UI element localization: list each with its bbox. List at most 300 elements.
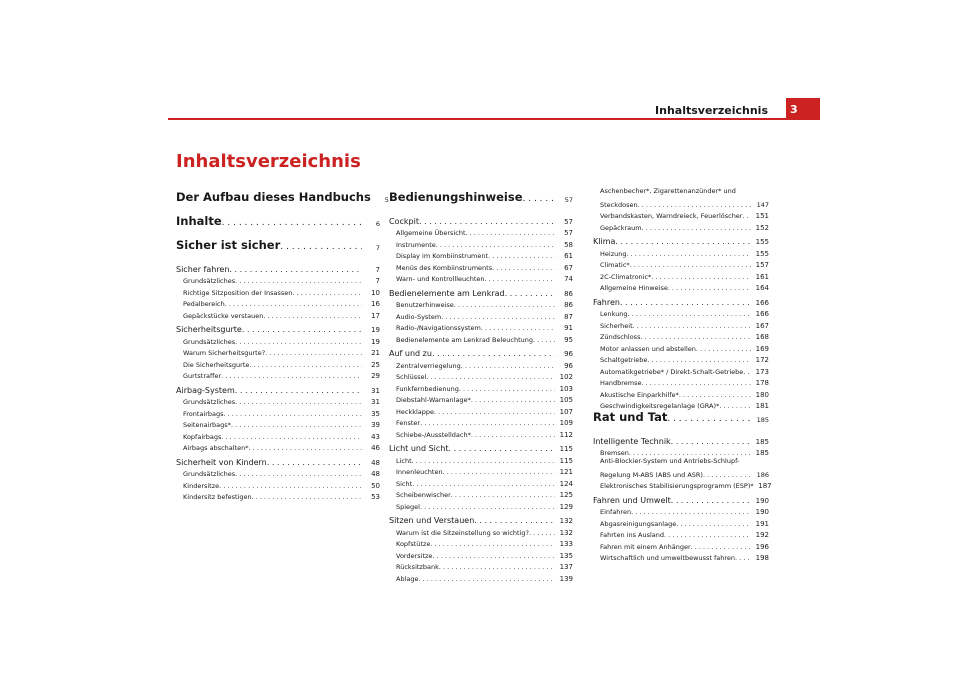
dot-leader: [461, 362, 555, 370]
toc-entry-title: Sicherheitsgurte: [176, 325, 242, 334]
toc-page-number: 86: [564, 301, 573, 309]
dot-leader: [426, 373, 555, 381]
toc-entry-title: Bedienelemente am Lenkrad Beleuchtung: [396, 335, 533, 344]
toc-page-number: 196: [755, 542, 769, 551]
toc-entry-title: Kindersitz befestigen: [183, 493, 252, 501]
toc-entry: [593, 505, 769, 517]
toc-entry: [593, 258, 769, 270]
toc-entry-title: Richtige Sitzposition der Insassen: [183, 288, 293, 297]
toc-section: [389, 214, 573, 226]
toc-page-number: 19: [371, 326, 380, 334]
toc-page-number: 7: [375, 244, 380, 252]
page-title: Inhaltsverzeichnis: [176, 151, 361, 172]
toc-page-number: 43: [371, 432, 380, 441]
dot-leader: [443, 468, 555, 476]
toc-chapter: [176, 190, 389, 204]
dot-leader: [224, 410, 362, 418]
dot-leader: [529, 529, 555, 537]
toc-page-number: 57: [564, 217, 573, 226]
toc-page-number: 67: [564, 263, 573, 272]
toc-entry-title: Zentralverriegelung: [396, 361, 461, 370]
toc-entry: [389, 404, 573, 416]
toc-entry: [593, 479, 772, 491]
dot-leader: [696, 345, 751, 353]
dot-leader: [221, 433, 362, 441]
dot-leader: [633, 322, 751, 330]
toc-entry-title: Kopfstütze: [396, 540, 431, 548]
toc-section: [593, 493, 769, 505]
toc-entry-title: Intelligente Technik: [593, 436, 671, 446]
dot-leader: [481, 324, 555, 332]
toc-entry: [389, 358, 573, 370]
dot-leader: [640, 333, 751, 341]
dot-leader: [219, 482, 362, 490]
dot-leader: [615, 237, 751, 246]
toc-entry: [176, 334, 380, 346]
dot-leader: [742, 212, 751, 220]
toc-entry-title: Gepäckstücke verstauen: [183, 311, 264, 320]
toc-entry-title: Der Aufbau dieses Handbuchs: [176, 190, 371, 204]
toc-entry-title: Klima: [593, 237, 616, 246]
toc-page-number: 147: [756, 200, 769, 209]
toc-entry: [389, 571, 573, 583]
toc-entry-title-cont: Regelung M-ABS (ABS und ASR): [600, 470, 703, 479]
dot-leader: [620, 298, 751, 307]
toc-entry: [176, 308, 380, 320]
toc-entry-title: Grundsätzliches: [183, 398, 236, 406]
toc-page-number: 103: [559, 384, 573, 393]
toc-entry-title: Automatikgetriebe* / Direkt-Schalt-Getriebe: [600, 367, 744, 376]
toc-entry: [593, 281, 769, 293]
dot-leader: [642, 224, 751, 232]
toc-entry: [389, 465, 573, 477]
toc-page-number: 161: [755, 272, 769, 281]
dot-leader: [280, 242, 362, 252]
toc-entry-title: Warum Sicherheitsgurte?: [183, 349, 266, 357]
toc-entry-title: Fahren und Umwelt: [593, 495, 671, 505]
toc-entry: [389, 298, 573, 310]
toc-page-number: 95: [564, 335, 573, 344]
toc-section: [389, 514, 573, 526]
dot-leader: [454, 301, 555, 309]
toc-entry: [593, 399, 769, 411]
dot-leader: [420, 419, 555, 427]
toc-entry: [176, 395, 380, 407]
toc-page-number: 190: [755, 508, 769, 516]
toc-entry-title: Bedienungshinweise: [389, 190, 523, 204]
toc-entry-title: Fahren mit einem Anhänger: [600, 542, 691, 551]
toc-entry: [593, 187, 769, 209]
toc-entry: [593, 220, 769, 232]
dot-leader: [471, 431, 555, 439]
toc-page-number: 168: [755, 333, 769, 341]
toc-entry-title: Wirtschaftlich und umweltbewusst fahren: [600, 554, 736, 562]
toc-entry-title: Display im Kombiinstrument: [396, 252, 489, 260]
toc-page-number: 5: [384, 196, 389, 204]
dot-leader: [221, 372, 362, 380]
toc-entry: [593, 307, 769, 319]
toc-entry-title: Sicher ist sicher: [176, 238, 281, 252]
toc-page-number: 96: [564, 361, 573, 370]
toc-entry-title: Allgemeine Übersicht: [396, 229, 466, 237]
toc-entry: [593, 387, 769, 399]
toc-entry-title: Inhalte: [176, 214, 222, 228]
toc-column-1: [176, 190, 389, 501]
toc-page-number: 16: [371, 300, 380, 308]
toc-page-number: 105: [559, 396, 573, 404]
toc-entry-title: Menüs des Kombiinstruments: [396, 263, 493, 272]
toc-entry: [176, 429, 380, 441]
toc-page-number: 180: [755, 390, 769, 399]
dot-leader: [629, 449, 751, 457]
toc-page-number: 35: [371, 409, 380, 418]
toc-page-number: 133: [559, 540, 573, 548]
toc-page-number: 151: [755, 212, 769, 220]
toc-entry-title: Funkfernbedienung: [396, 384, 459, 393]
toc-page-number: 57: [564, 229, 573, 237]
toc-entry-title-cont: Steckdosen: [600, 200, 638, 209]
toc-entry: [389, 416, 573, 428]
dot-leader: [638, 201, 751, 209]
dot-leader: [679, 391, 751, 399]
toc-entry-title: Grundsätzliches: [183, 277, 236, 285]
toc-entry-title: Allgemeine Hinweise: [600, 284, 668, 292]
toc-entry: [593, 516, 769, 528]
toc-page-number: 61: [564, 252, 573, 260]
toc-column-2: [389, 190, 573, 583]
dot-leader: [441, 313, 555, 321]
toc-entry: [389, 370, 573, 382]
dot-leader: [642, 379, 752, 387]
dot-leader: [474, 516, 555, 525]
toc-page-number: 53: [371, 493, 380, 501]
toc-entry: [176, 297, 380, 309]
toc-page-number: 124: [559, 479, 573, 488]
toc-page-number: 115: [559, 456, 573, 465]
toc-entry-title: Sicher fahren: [176, 264, 230, 274]
toc-entry-title: Diebstahl-Warnanlage*: [396, 396, 471, 404]
toc-entry: [389, 260, 573, 272]
toc-page-number: 109: [559, 419, 573, 427]
toc-entry-title: Sicherheit: [600, 321, 633, 330]
dot-leader: [420, 503, 555, 511]
toc-section: [176, 455, 380, 467]
toc-column-3: [593, 187, 772, 562]
toc-page-number: 169: [755, 344, 769, 353]
toc-chapter: [593, 410, 769, 424]
toc-page-number: 164: [755, 284, 769, 292]
toc-entry-title: Sitzen und Verstauen: [389, 516, 475, 525]
toc-page-number: 87: [564, 312, 573, 321]
dot-leader: [235, 470, 362, 478]
toc-entry: [593, 269, 769, 281]
toc-entry: [176, 285, 380, 297]
toc-page-number: 135: [559, 551, 573, 560]
dot-leader: [252, 493, 362, 501]
toc-entry-title: Pedalbereich: [183, 300, 225, 308]
toc-entry-title: Kopfairbags: [183, 432, 222, 441]
toc-entry-title: Radio-/Navigationssystem: [396, 324, 481, 332]
toc-entry-title: Verbandskasten, Warndreieck, Feuerlöscher: [600, 212, 743, 220]
dot-leader: [235, 277, 362, 285]
toc-entry-title: Gurtstraffer: [183, 372, 222, 380]
toc-chapter: [176, 214, 380, 228]
dot-leader: [451, 491, 555, 499]
toc-section: [176, 262, 380, 274]
toc-entry: [389, 476, 573, 488]
toc-chapter: [176, 238, 380, 252]
toc-chapter: [389, 190, 573, 204]
toc-entry: [593, 457, 769, 479]
dot-leader: [505, 289, 555, 298]
toc-page-number: 185: [756, 416, 769, 424]
toc-page-number: 25: [371, 360, 380, 369]
dot-leader: [471, 396, 555, 404]
toc-entry-title: Innenleuchten: [396, 468, 443, 476]
toc-entry-title: Aschenbecher*, Zigarettenanzünder* und: [600, 187, 736, 195]
dot-leader: [668, 284, 751, 292]
toc-entry: [593, 209, 769, 221]
toc-page-number: 96: [564, 350, 573, 358]
toc-page-number: 155: [755, 238, 769, 246]
toc-page-number: 19: [371, 337, 380, 346]
toc-entry: [176, 406, 380, 418]
toc-entry-title: Sicherheit von Kindern: [176, 457, 267, 467]
dot-leader: [664, 531, 751, 539]
toc-page-number: 185: [755, 437, 769, 446]
dot-leader: [265, 349, 362, 357]
dot-leader: [430, 540, 555, 548]
toc-section: [593, 235, 769, 247]
toc-entry: [176, 418, 380, 430]
toc-page-number: 86: [564, 289, 573, 298]
dot-leader: [523, 194, 555, 204]
toc-section: [389, 442, 573, 454]
toc-page-number: 121: [559, 468, 573, 476]
toc-entry: [389, 272, 573, 284]
toc-entry-title: Grundsätzliches: [183, 470, 236, 478]
dot-leader: [533, 336, 555, 344]
dot-leader: [671, 437, 751, 446]
toc-page-number: 39: [371, 421, 380, 429]
toc-entry: [176, 490, 380, 502]
toc-entry-title: Grundsätzliches: [183, 337, 236, 346]
toc-entry-title: Frontairbags: [183, 409, 224, 418]
toc-page-number: 190: [755, 496, 769, 505]
toc-entry-title: Die Sicherheitsgurte: [183, 360, 250, 369]
toc-entry-title: Airbag-System: [176, 385, 235, 395]
toc-page-number: 57: [564, 196, 573, 204]
dot-leader: [231, 421, 362, 429]
toc-page-number: 48: [371, 458, 380, 467]
toc-entry-title: Akustische Einparkhilfe*: [600, 390, 679, 399]
toc-entry-title: Kindersitze: [183, 481, 220, 490]
toc-page-number: 21: [371, 349, 380, 357]
toc-page-number: 181: [755, 402, 769, 410]
toc-page-number: 187: [758, 482, 772, 490]
toc-page-number: 6: [375, 220, 380, 228]
toc-entry: [389, 525, 573, 537]
toc-page-number: 115: [559, 445, 573, 453]
dot-leader: [432, 552, 555, 560]
toc-entry: [593, 551, 769, 563]
dot-leader: [249, 361, 362, 369]
toc-page-number: 166: [755, 298, 769, 307]
toc-page-number: 157: [755, 261, 769, 269]
toc-entry-title: Rücksitzbank: [396, 563, 439, 571]
dot-leader: [735, 554, 751, 562]
toc-entry-title: Fahrten ins Ausland: [600, 531, 665, 539]
toc-page-number: 198: [755, 554, 769, 562]
toc-entry: [389, 548, 573, 560]
toc-entry-title: Rat und Tat: [593, 410, 668, 424]
dot-leader: [676, 520, 751, 528]
dot-leader: [419, 217, 555, 226]
toc-page-number: 132: [559, 517, 573, 525]
toc-entry-title: Fahren: [593, 297, 620, 307]
toc-entry: [593, 318, 769, 330]
toc-section: [176, 323, 380, 335]
toc-page-number: 102: [559, 373, 573, 381]
toc-entry: [593, 353, 769, 365]
dot-leader: [267, 458, 362, 467]
toc-page-number: 74: [564, 275, 573, 283]
toc-page-number: 152: [755, 223, 769, 232]
dot-leader: [703, 471, 751, 479]
toc-entry: [593, 539, 769, 551]
dot-leader: [235, 386, 362, 395]
toc-entry: [389, 537, 573, 549]
toc-page-number: 58: [564, 240, 573, 249]
toc-entry-title: Cockpit: [389, 216, 419, 226]
toc-section: [176, 383, 380, 395]
toc-entry-title: Warn- und Kontrollleuchten: [396, 275, 485, 283]
toc-entry: [389, 226, 573, 238]
toc-entry-title: 2C-Climatronic*: [600, 272, 652, 281]
toc-entry: [389, 309, 573, 321]
running-header-title: Inhaltsverzeichnis: [655, 104, 768, 117]
toc-entry: [389, 453, 573, 465]
toc-page-number: 178: [755, 379, 769, 387]
toc-entry: [389, 249, 573, 261]
toc-entry-title: Instrumente: [396, 240, 436, 249]
dot-leader: [412, 480, 555, 488]
toc-page-number: 129: [559, 502, 573, 511]
toc-entry-title: Licht: [396, 456, 412, 465]
toc-page-number: 31: [371, 386, 380, 395]
toc-entry-title: Spiegel: [396, 502, 420, 511]
dot-leader: [743, 368, 751, 376]
toc-page-number: 155: [755, 249, 769, 258]
toc-entry-title: Handbremse: [600, 379, 642, 387]
dot-leader: [488, 252, 555, 260]
toc-page-number: 91: [564, 324, 573, 332]
toc-entry-title: Bedienelemente am Lenkrad: [389, 288, 505, 298]
toc-entry-title: Geschwindigkeitsregelanlage (GRA)*: [600, 402, 720, 410]
toc-page-number: 186: [756, 470, 769, 479]
toc-entry: [389, 499, 573, 511]
toc-entry: [593, 446, 769, 458]
toc-entry-title: Schaltgetriebe: [600, 356, 648, 364]
toc-page-number: 167: [755, 321, 769, 330]
toc-entry: [389, 321, 573, 333]
dot-leader: [292, 289, 362, 297]
dot-leader: [434, 408, 555, 416]
toc-entry-title: Seitenairbags*: [183, 421, 231, 429]
toc-entry: [593, 246, 769, 258]
dot-leader: [235, 398, 362, 406]
toc-entry-title: Motor anlassen und abstellen: [600, 344, 696, 353]
toc-entry: [176, 441, 380, 453]
toc-entry-title: Auf und zu: [389, 349, 432, 358]
toc-page-number: 191: [755, 519, 769, 528]
toc-page-number: 31: [371, 398, 380, 406]
toc-entry: [389, 237, 573, 249]
toc-entry-title: Heckklappe: [396, 407, 435, 416]
toc-page-number: 10: [371, 288, 380, 297]
toc-page-number: 112: [559, 430, 573, 439]
toc-entry-title: Anti-Blockier-System und Antriebs-Schlupf-: [600, 457, 740, 465]
toc-page-number: 172: [755, 356, 769, 364]
toc-page-number: 139: [559, 574, 573, 583]
dot-leader: [626, 250, 751, 258]
dot-leader: [719, 402, 751, 410]
dot-leader: [242, 325, 362, 334]
toc-page-number: 107: [559, 407, 573, 416]
toc-section: [389, 286, 573, 298]
toc-entry: [389, 560, 573, 572]
dot-leader: [667, 414, 751, 424]
toc-page-number: 29: [371, 372, 380, 380]
toc-entry: [593, 341, 769, 353]
toc-page-number: 132: [559, 528, 573, 537]
toc-entry: [389, 488, 573, 500]
toc-entry-title: Lenkung: [600, 310, 628, 318]
dot-leader: [229, 265, 362, 274]
toc-entry: [389, 381, 573, 393]
toc-entry-title: Gepäckraum: [600, 223, 642, 232]
toc-entry-title: Benutzerhinweise: [396, 301, 454, 309]
dot-leader: [691, 543, 751, 551]
dot-leader: [651, 273, 751, 281]
toc-entry-title: Schiebe-/Ausstelldach*: [396, 430, 471, 439]
toc-entry: [389, 393, 573, 405]
dot-leader: [628, 310, 751, 318]
toc-entry: [176, 369, 380, 381]
dot-leader: [630, 261, 751, 269]
dot-leader: [432, 349, 555, 358]
toc-entry-title: Warum ist die Sitzeinstellung so wichtig?: [396, 528, 529, 537]
toc-entry: [593, 330, 769, 342]
toc-page-number: 46: [371, 444, 380, 452]
toc-entry-title: Fenster: [396, 419, 421, 427]
toc-entry-title: Bremsen: [600, 449, 629, 457]
dot-leader: [485, 275, 555, 283]
toc-entry-title: Climatic*: [600, 261, 630, 269]
dot-leader: [436, 241, 555, 249]
dot-leader: [671, 496, 751, 505]
toc-page-number: 192: [755, 531, 769, 539]
dot-leader: [492, 264, 555, 272]
toc-entry-title: Heizung: [600, 249, 627, 258]
toc-page-number: 7: [375, 265, 380, 274]
dot-leader: [249, 444, 362, 452]
dot-leader: [466, 229, 556, 237]
toc-entry-title: Elektronisches Stabilisierungsprogramm (ESP)*: [600, 482, 754, 490]
toc-entry: [389, 332, 573, 344]
toc-entry-title: Audio-System: [396, 312, 442, 321]
page-number-box: 3: [786, 98, 820, 118]
